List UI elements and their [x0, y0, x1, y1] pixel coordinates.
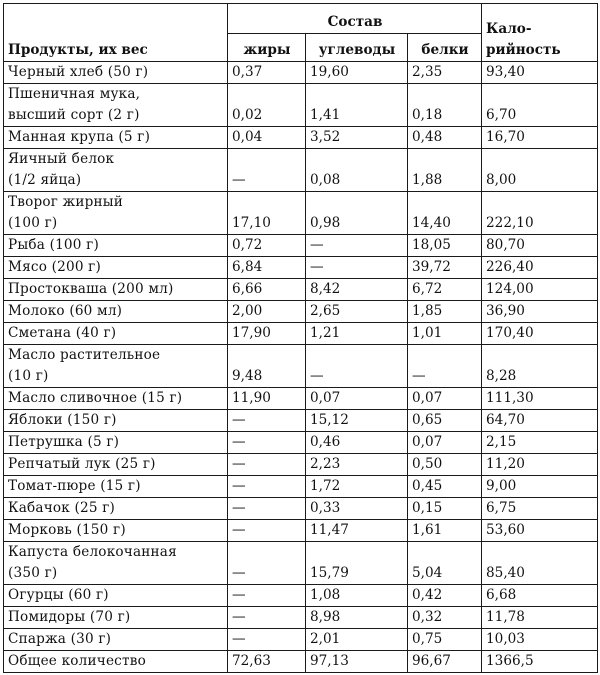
cell-carbs: — [306, 345, 408, 388]
cell-product-name [4, 192, 228, 235]
cell-carbs: 97,13 [306, 651, 408, 673]
header-carbs: углеводы [306, 34, 408, 62]
product-name-line: Пшеничная мука, [8, 86, 141, 102]
product-name-line: Молоко (60 мл) [8, 303, 123, 319]
table-row [4, 279, 598, 301]
product-name-line: Масло сливочное (15 г) [8, 390, 183, 406]
cell-fats: 6,66 [228, 279, 306, 301]
cell-product-name [4, 542, 228, 585]
cell-proteins: 0,18 [408, 84, 482, 127]
cell-proteins: — [408, 345, 482, 388]
header-composition: Состав [228, 4, 482, 34]
table-row [4, 257, 598, 279]
cell-product-name [4, 345, 228, 388]
cell-calories: 64,70 [482, 410, 598, 432]
cell-carbs: 8,42 [306, 279, 408, 301]
table-row [4, 454, 598, 476]
table-row [4, 192, 598, 235]
cell-calories: 16,70 [482, 127, 598, 149]
cell-proteins: 0,50 [408, 454, 482, 476]
cell-product-name [4, 279, 228, 301]
cell-product-name [4, 84, 228, 127]
nutrition-table [3, 3, 598, 673]
product-name-line: Простокваша (200 мл) [8, 281, 174, 297]
cell-product-name [4, 323, 228, 345]
table-body [4, 62, 598, 673]
cell-calories: 9,00 [482, 476, 598, 498]
cell-product-name [4, 149, 228, 192]
table-row [4, 629, 598, 651]
cell-proteins: 5,04 [408, 542, 482, 585]
cell-product-name [4, 607, 228, 629]
cell-fats: 6,84 [228, 257, 306, 279]
table-row [4, 585, 598, 607]
cell-product-name [4, 476, 228, 498]
cell-calories: 124,00 [482, 279, 598, 301]
cell-carbs: 8,98 [306, 607, 408, 629]
table-row [4, 607, 598, 629]
cell-carbs: 11,47 [306, 520, 408, 542]
cell-carbs: 19,60 [306, 62, 408, 84]
product-name-line: Огурцы (60 г) [8, 587, 109, 603]
cell-carbs: 2,65 [306, 301, 408, 323]
cell-carbs: 15,79 [306, 542, 408, 585]
cell-calories: 53,60 [482, 520, 598, 542]
cell-fats: — [228, 432, 306, 454]
table-row [4, 323, 598, 345]
cell-calories: 85,40 [482, 542, 598, 585]
cell-proteins: 1,85 [408, 301, 482, 323]
cell-product-name [4, 585, 228, 607]
table-row [4, 345, 598, 388]
table-row [4, 127, 598, 149]
cell-product-name [4, 651, 228, 673]
table-row [4, 520, 598, 542]
cell-calories: 11,78 [482, 607, 598, 629]
cell-fats: 0,04 [228, 127, 306, 149]
product-name-line: (1/2 яйца) [8, 172, 82, 188]
cell-product-name [4, 410, 228, 432]
cell-fats: 2,00 [228, 301, 306, 323]
product-name-line: Черный хлеб (50 г) [8, 64, 149, 80]
table-row [4, 476, 598, 498]
cell-calories: 8,00 [482, 149, 598, 192]
cell-fats: 72,63 [228, 651, 306, 673]
product-name-line: Сметана (40 г) [8, 325, 117, 341]
cell-product-name [4, 127, 228, 149]
product-name-line: Яблоки (150 г) [8, 412, 117, 428]
product-name-line: высший сорт (2 г) [8, 107, 140, 123]
cell-carbs: 1,21 [306, 323, 408, 345]
cell-product-name [4, 454, 228, 476]
cell-proteins: 1,01 [408, 323, 482, 345]
product-name-line: Петрушка (5 г) [8, 434, 120, 450]
cell-product-name [4, 498, 228, 520]
cell-product-name [4, 432, 228, 454]
cell-calories: 170,40 [482, 323, 598, 345]
cell-proteins: 18,05 [408, 235, 482, 257]
cell-product-name [4, 520, 228, 542]
product-name-line: Морковь (150 г) [8, 522, 126, 538]
cell-calories: 11,20 [482, 454, 598, 476]
cell-proteins: 0,48 [408, 127, 482, 149]
header-fats: жиры [228, 34, 306, 62]
cell-calories: 1366,5 [482, 651, 598, 673]
cell-fats: — [228, 520, 306, 542]
table-row [4, 498, 598, 520]
table-row [4, 388, 598, 410]
cell-product-name [4, 301, 228, 323]
cell-calories: 93,40 [482, 62, 598, 84]
cell-proteins: 0,75 [408, 629, 482, 651]
cell-fats: 0,72 [228, 235, 306, 257]
nutrition-table-container [3, 3, 598, 673]
cell-fats: — [228, 542, 306, 585]
cell-carbs: 3,52 [306, 127, 408, 149]
cell-carbs: 0,46 [306, 432, 408, 454]
cell-carbs: — [306, 235, 408, 257]
cell-fats: — [228, 585, 306, 607]
cell-proteins: 96,67 [408, 651, 482, 673]
cell-product-name [4, 257, 228, 279]
cell-proteins: 0,45 [408, 476, 482, 498]
header-product: Продукты, их вес [4, 4, 228, 62]
table-row [4, 62, 598, 84]
cell-fats: 11,90 [228, 388, 306, 410]
cell-carbs: 2,01 [306, 629, 408, 651]
header-calories-line2: рийность [486, 42, 561, 58]
product-name-line: Кабачок (25 г) [8, 500, 116, 516]
cell-product-name [4, 388, 228, 410]
cell-fats: — [228, 629, 306, 651]
cell-product-name [4, 629, 228, 651]
table-row [4, 301, 598, 323]
cell-calories: 111,30 [482, 388, 598, 410]
table-row [4, 542, 598, 585]
cell-proteins: 2,35 [408, 62, 482, 84]
table-row [4, 410, 598, 432]
table-row [4, 432, 598, 454]
cell-carbs: 2,23 [306, 454, 408, 476]
cell-fats: 0,37 [228, 62, 306, 84]
cell-fats: — [228, 149, 306, 192]
product-name-line: Мясо (200 г) [8, 259, 102, 275]
cell-calories: 222,10 [482, 192, 598, 235]
product-name-line: Общее количество [8, 653, 146, 669]
cell-product-name [4, 235, 228, 257]
cell-fats: — [228, 476, 306, 498]
product-name-line: Творог жирный [8, 194, 124, 210]
cell-calories: 6,68 [482, 585, 598, 607]
cell-calories: 10,03 [482, 629, 598, 651]
cell-calories: 2,15 [482, 432, 598, 454]
cell-calories: 6,75 [482, 498, 598, 520]
cell-proteins: 14,40 [408, 192, 482, 235]
header-calories-line1: Кало- [486, 21, 532, 37]
product-name-line: (100 г) [8, 215, 58, 231]
product-name-line: Масло растительное [8, 347, 161, 363]
product-name-line: (350 г) [8, 565, 58, 581]
cell-fats: — [228, 498, 306, 520]
cell-proteins: 0,07 [408, 388, 482, 410]
header-proteins: белки [408, 34, 482, 62]
cell-fats: 9,48 [228, 345, 306, 388]
cell-calories: 80,70 [482, 235, 598, 257]
product-name-line: Спаржа (30 г) [8, 631, 112, 647]
product-name-line: Томат-пюре (15 г) [8, 478, 141, 494]
cell-proteins: 6,72 [408, 279, 482, 301]
cell-calories: 6,70 [482, 84, 598, 127]
table-row [4, 149, 598, 192]
cell-proteins: 0,32 [408, 607, 482, 629]
cell-proteins: 0,65 [408, 410, 482, 432]
cell-carbs: 0,33 [306, 498, 408, 520]
product-name-line: Манная крупа (5 г) [8, 129, 151, 145]
table-header [4, 4, 598, 62]
cell-proteins: 0,15 [408, 498, 482, 520]
cell-proteins: 0,42 [408, 585, 482, 607]
cell-fats: — [228, 607, 306, 629]
cell-proteins: 0,07 [408, 432, 482, 454]
cell-carbs: 0,98 [306, 192, 408, 235]
cell-proteins: 39,72 [408, 257, 482, 279]
product-name-line: (10 г) [8, 368, 49, 384]
product-name-line: Рыба (100 г) [8, 237, 99, 253]
product-name-line: Репчатый лук (25 г) [8, 456, 156, 472]
cell-fats: 0,02 [228, 84, 306, 127]
cell-fats: 17,10 [228, 192, 306, 235]
table-row [4, 651, 598, 673]
cell-fats: — [228, 410, 306, 432]
cell-carbs: 0,08 [306, 149, 408, 192]
cell-fats: — [228, 454, 306, 476]
cell-calories: 226,40 [482, 257, 598, 279]
cell-carbs: 15,12 [306, 410, 408, 432]
cell-calories: 36,90 [482, 301, 598, 323]
cell-fats: 17,90 [228, 323, 306, 345]
table-row [4, 235, 598, 257]
cell-carbs: — [306, 257, 408, 279]
cell-proteins: 1,88 [408, 149, 482, 192]
product-name-line: Помидоры (70 г) [8, 609, 131, 625]
product-name-line: Капуста белокочанная [8, 544, 177, 560]
cell-calories: 8,28 [482, 345, 598, 388]
table-row [4, 84, 598, 127]
product-name-line: Яичный белок [8, 151, 115, 167]
cell-carbs: 1,08 [306, 585, 408, 607]
cell-carbs: 1,41 [306, 84, 408, 127]
cell-carbs: 1,72 [306, 476, 408, 498]
cell-product-name [4, 62, 228, 84]
cell-proteins: 1,61 [408, 520, 482, 542]
header-calories [482, 4, 598, 62]
cell-carbs: 0,07 [306, 388, 408, 410]
